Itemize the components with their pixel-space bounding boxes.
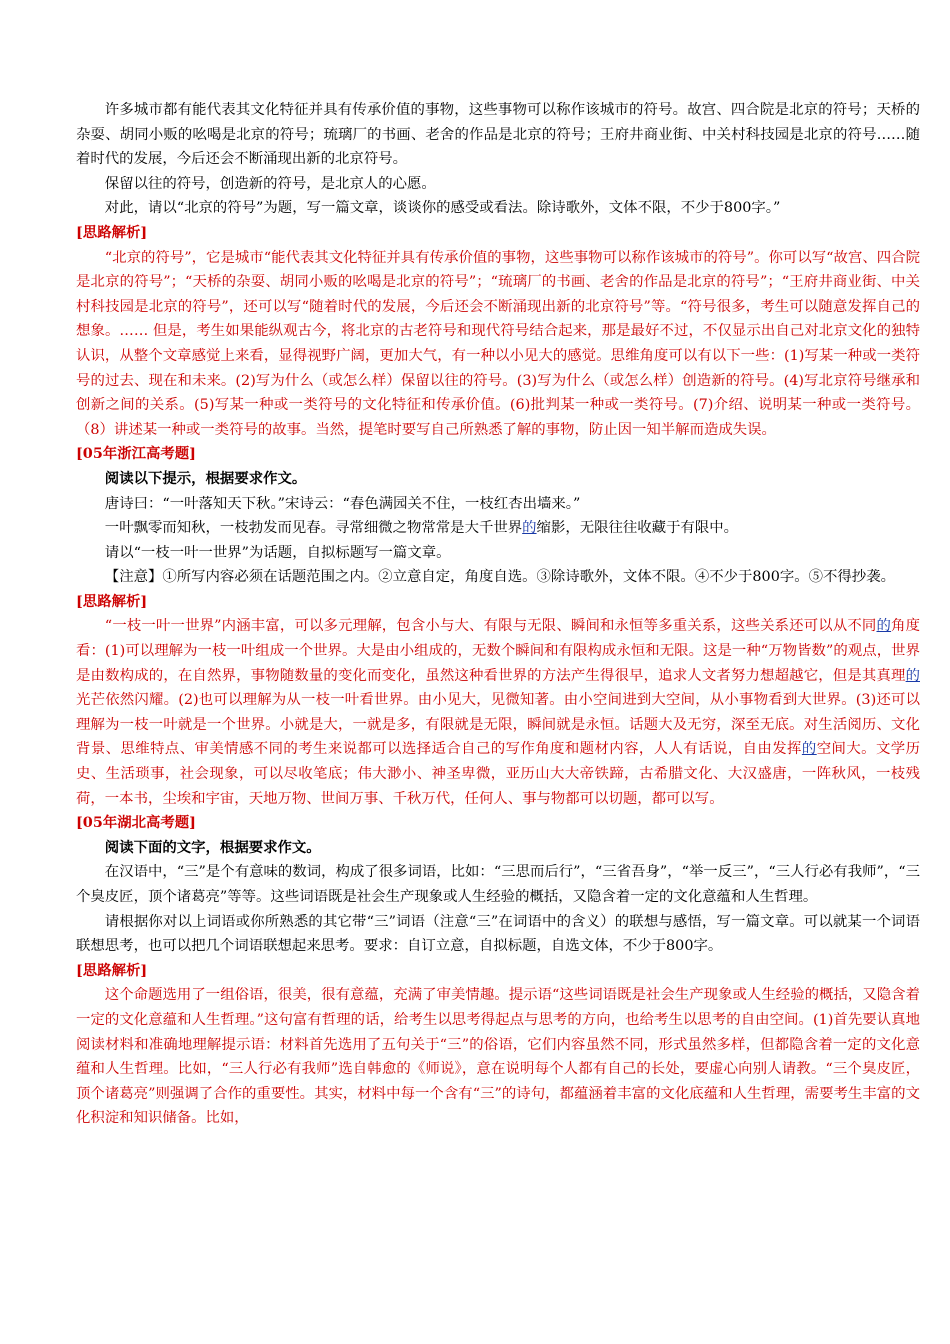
zhejiang-text [76,516,920,541]
hubei-prompt-p1: 在汉语中，“三”是个有意味的数词，构成了很多词语，比如：“三思而后行”，“三省吾身”，“举一反三”，“三人行必有我师”，“三个臭皮匠，顶个诸葛亮”等等。这些词语既是社会生产现象或人生经验的概括，又隐含着一定的文化意蕴和人生哲理。 [76,864,920,905]
zhejiang-analysis-2: 角度看：(1)可以理解为一枝一叶组成一个世界。大是由小组成的，无数个瞬间和有限构成永恒和无限。这是一种“万物皆数”的观点，世界是由数构成的，在自然界，事物随数量的变化而变化，虽然这种看世界的方法产生得很早，追求人文者努力想超越它，但是其真理 [76,618,920,684]
beijing-prompt-p3: 对此，请以“北京的符号”为题，写一篇文章，谈谈你的感受或看法。除诗歌外，文体不限，不少于800字。” [104,200,781,217]
document-body [76,98,920,1131]
zhejiang-text-de: 的 [522,520,537,537]
zhejiang-analysis-de-2: 的 [905,667,920,684]
hubei-prompt-p2: 请根据你对以上词语或你所熟悉的其它带“三”词语（注意“三”在词语中的含义）的联想与感悟，写一篇文章。可以就某一个词语联想思考，也可以把几个词语联想起来思考。要求：自订立意，自拟标题，自选文体，不少于800字。 [76,913,920,955]
beijing-analysis: “北京的符号”，它是城市“能代表其文化特征并具有传承价值的事物，这些事物可以称作该城市的符号”。你可以写“故宫、四合院是北京的符号”；“天桥的杂耍、胡同小贩的吆喝是北京的符号”；“琉璃厂的书画、老舍的作品是北京的符号”；“王府井商业街、中关村科技园是北京的符号”，还可以写“随着时代的发展，今后还会不断涌现出新的北京符号”等。“符号很多，考生可以随意发挥自己的想象。…… 但是，考生如果能纵观古今，将北京的古老符号和现代符号结合起来，那是最好不过，不仅显示出自己对北京文化的独特认识，从整个文章感觉上来看，显得视野广阔，更加大气，有一种以小见大的感觉。思维角度可以有以下一些：(1)写某一种或一类符号的过去、现在和未来。(2)写为什么（或怎么样）保留以往的符号。(3)写为什么（或怎么样）创造新的符号。(4)写北京符号继承和创新之间的关系。(5)写某一种或一类符号的文化特征和传承价值。(6)批判某一种或一类符号。(7)介绍、说明某一种或一类符号。（8）讲述某一种或一类符号的故事。当然，提笔时要写自己所熟悉了解的事物，防止因一知半解而造成失误。 [76,249,920,438]
zhejiang-text-b: 缩影，无限往往收藏于有限中。 [536,520,739,537]
zhejiang-header: [05年浙江高考题] [76,445,196,463]
beijing-prompt-p2: 保留以往的符号，创造新的符号，是北京人的心愿。 [104,175,436,192]
zhejiang-analysis-3: 光芒依然闪耀。(2)也可以理解为从一枝一叶看世界。由小见大，见微知著。由小空间进到大空间，从小事物看到大世界。(3)还可以理解为一枝一叶就是一个世界。小就是大，一就是多，有限就是无限，瞬间就是永恒。话题大及无穷，深至无底。对生活阅历、文化背景、思维特点、审美情感不同的考生来说都可以选择适合自己的写作角度和题材内容，人人有话说，自由发挥 [76,692,920,758]
zhejiang-analysis-de-3: 的 [801,741,817,758]
zhejiang-note: 【注意】①所写内容必须在话题范围之内。②立意自定，角度自选。③除诗歌外，文体不限。④不少于800字。⑤不得抄袭。 [104,569,895,586]
zhejiang-topic: 请以“一枝一叶一世界”为话题，自拟标题写一篇文章。 [104,544,451,561]
zhejiang-analysis-header: [思路解析] [76,592,148,610]
zhejiang-analysis-de-1: 的 [876,618,892,635]
hubei-analysis: 这个命题选用了一组俗语，很美，很有意蕴，充满了审美情趣。提示语“这些词语既是社会生产现象或人生经验的概括，又隐含着一定的文化意蕴和人生哲理。”这句富有哲理的话，给考生以思考得起点与思考的方向，也给考生以思考的自由空间。(1)首先要认真地阅读材料和准确地理解提示语：材料首先选用了五句关于“三”的俗语，它们内容虽然不同，形式虽然多样，但都隐含着一定的文化意蕴和人生哲理。比如，“三人行必有我师”选自韩愈的《师说》，意在说明每个人都有自己的长处，要虚心向别人请教。“三个臭皮匠，顶个诸葛亮”则强调了合作的重要性。其实，材料中每一个含有“三”的诗句，都蕴涵着丰富的文化底蕴和人生哲理，需要考生丰富的文化积淀和知识储备。比如， [76,987,920,1127]
zhejiang-analysis-1: “一枝一叶一世界”内涵丰富，可以多元理解，包含小与大、有限与无限、瞬间和永恒等多重关系，这些关系还可以从不同 [104,618,877,635]
zhejiang-poem: 唐诗曰：“一叶落知天下秋。”宋诗云：“春色满园关不住，一枝红杏出墙来。” [104,495,581,512]
hubei-instruction: 阅读下面的文字，根据要求作文。 [104,838,321,856]
zhejiang-instruction: 阅读以下提示，根据要求作文。 [104,469,307,487]
hubei-analysis-header: [思路解析] [76,961,148,979]
beijing-analysis-header: [思路解析] [76,223,148,241]
zhejiang-analysis-4: 空间大。文学历史、生活琐事，社会现象，可以尽收笔底；伟大渺小、神圣卑微，亚历山大大帝铁蹄，古希腊文化、大汉盛唐，一阵秋风，一枝残荷，一本书，尘埃和宇宙，天地万物、世间万事、千秋万代，任何人、事与物都可以切题，都可以写。 [76,741,920,807]
zhejiang-text-a: 一叶飘零而知秋，一枝勃发而见春。寻常细微之物常常是大千世界 [104,520,523,537]
beijing-prompt-p1: 许多城市都有能代表其文化特征并具有传承价值的事物，这些事物可以称作该城市的符号。故宫、四合院是北京的符号；天桥的杂耍、胡同小贩的吆喝是北京的符号；琉璃厂的书画、老舍的作品是北京的符号；王府井商业街、中关村科技园是北京的符号……随着时代的发展，今后还会不断涌现出新的北京符号。 [76,102,920,168]
hubei-header: [05年湖北高考题] [76,814,196,832]
zhejiang-analysis [76,614,920,811]
